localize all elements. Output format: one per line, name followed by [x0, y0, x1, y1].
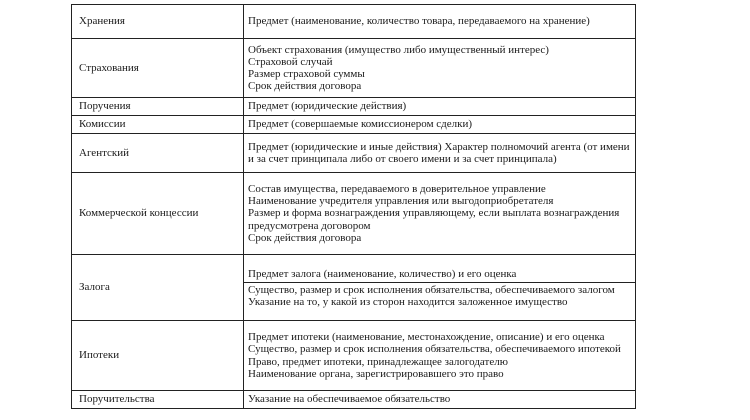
condition-line: Предмет (наименование, количество товара, передаваемого на хранение) [248, 15, 590, 28]
condition-line: Указание на обеспечиваемое обязательство [248, 393, 451, 406]
condition-line: Состав имущества, передаваемого в доверительное управление [248, 182, 546, 195]
condition-line: Наименование учредителя управления или выгодоприобретателя [248, 195, 554, 208]
table-row [72, 173, 636, 255]
table-row [72, 321, 636, 391]
table-row [72, 116, 636, 134]
contract-type-cell [72, 321, 244, 391]
contract-type-label: Страхования [79, 61, 139, 74]
contract-type-label: Хранения [79, 15, 125, 28]
conditions-cell [244, 255, 636, 321]
contract-type-cell [72, 255, 244, 321]
conditions-cell [244, 321, 636, 391]
table-row [72, 391, 636, 409]
condition-line: Право, предмет ипотеки, принадлежащее залогодателю [248, 355, 508, 368]
contract-type-cell [72, 39, 244, 98]
conditions-cell [244, 98, 636, 116]
condition-line: Размер и форма вознаграждения управляющему, если выплата вознаграждения предусмотрена договором [248, 207, 620, 232]
condition-line: Страховой случай [248, 55, 333, 68]
contract-type-cell [72, 116, 244, 134]
contract-type-cell [72, 134, 244, 173]
conditions-cell [244, 173, 636, 255]
condition-line: Срок действия договора [248, 80, 362, 93]
table-row [72, 39, 636, 98]
condition-line: Предмет залога (наименование, количество) и его оценка [248, 267, 517, 280]
contract-type-label: Ипотеки [79, 349, 120, 362]
table-row [72, 98, 636, 116]
table-row [72, 134, 636, 173]
contract-type-cell [72, 98, 244, 116]
contract-type-label: Комиссии [79, 118, 126, 131]
condition-line: Наименование органа, зарегистрировавшего это право [248, 367, 504, 380]
contract-type-cell [72, 5, 244, 39]
condition-line: Размер страховой суммы [248, 68, 365, 80]
condition-line: Предмет ипотеки (наименование, местонахождение, описание) и его оценка [248, 331, 605, 344]
contract-type-label: Поручения [79, 100, 131, 113]
contract-type-label: Агентский [79, 146, 130, 159]
condition-line: Срок действия договора [248, 231, 362, 244]
conditions-cell [244, 116, 636, 134]
condition-line: Указание на то, у какой из сторон находится заложенное имущество [248, 296, 568, 309]
contract-type-label: Коммерческой концессии [79, 207, 199, 220]
contract-type-label: Поручительства [79, 393, 155, 406]
table-row [72, 255, 636, 321]
condition-line: Предмет (совершаемые комиссионером сделки) [248, 118, 473, 131]
condition-line: Существо, размер и срок исполнения обязательства, обеспечиваемого залогом [248, 283, 615, 296]
conditions-cell [244, 39, 636, 98]
contract-type-label: Залога [79, 281, 110, 294]
contract-type-cell [72, 173, 244, 255]
condition-line: Объект страхования (имущество либо имущественный интерес) [248, 43, 549, 56]
condition-line: Существо, размер и срок исполнения обязательства, обеспечиваемого ипотекой [248, 343, 621, 356]
contract-conditions-table [71, 4, 636, 409]
conditions-cell [244, 5, 636, 39]
table-row [72, 5, 636, 39]
condition-line: Предмет (юридические и иные действия) Характер полномочий агента (от имени и за счет принципала либо от своего имени и за счет принципала) [248, 140, 630, 165]
conditions-cell [244, 391, 636, 409]
contract-type-cell [72, 391, 244, 409]
conditions-cell [244, 134, 636, 173]
condition-line: Предмет (юридические действия) [248, 100, 407, 113]
